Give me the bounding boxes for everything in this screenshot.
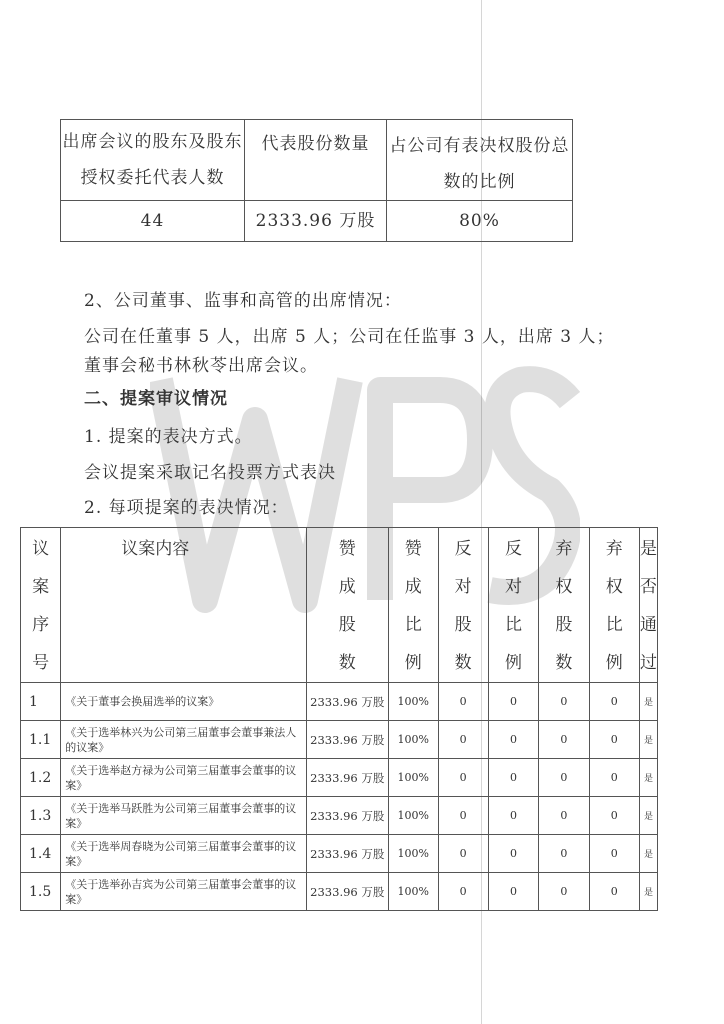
yes-ratio: 100% — [388, 683, 438, 721]
abstain-ratio: 0 — [589, 873, 639, 911]
yes-ratio: 100% — [388, 797, 438, 835]
no-shares: 0 — [438, 759, 488, 797]
section-two-item2: 2. 每项提案的表决情况： — [84, 498, 289, 518]
yes-shares: 2333.96 万股 — [306, 759, 388, 797]
passed: 是 — [640, 797, 658, 835]
attendance-header-ratio: 占公司有表决权股份总数的比例 — [387, 120, 573, 201]
section-2-line2: 董事会秘书林秋苓出席会议。 — [84, 356, 318, 376]
vote-table-body — [21, 683, 658, 911]
attendance-ratio: 80% — [387, 201, 573, 242]
attendance-count: 44 — [61, 201, 245, 242]
header-yes-shares: 赞 成 股 数 — [306, 528, 388, 683]
abstain-ratio: 0 — [589, 721, 639, 759]
abstain-shares: 0 — [539, 759, 589, 797]
table-row — [21, 683, 658, 721]
vote-header-row — [21, 528, 658, 683]
header-no-shares: 反 对 股 数 — [438, 528, 488, 683]
no-ratio: 0 — [488, 683, 538, 721]
section-two-item1: 1. 提案的表决方式。 — [84, 427, 253, 447]
abstain-ratio: 0 — [589, 797, 639, 835]
passed: 是 — [640, 683, 658, 721]
row-number: 1 — [21, 683, 61, 721]
abstain-shares: 0 — [539, 797, 589, 835]
no-ratio: 0 — [488, 835, 538, 873]
motion-title: 《关于选举马跃胜为公司第三届董事会董事的议案》 — [61, 797, 306, 835]
section-two-item1-text: 会议提案采取记名投票方式表决 — [84, 463, 336, 483]
no-shares: 0 — [438, 873, 488, 911]
no-shares: 0 — [438, 835, 488, 873]
yes-shares: 2333.96 万股 — [306, 873, 388, 911]
motion-title: 《关于选举林兴为公司第三届董事会董事兼法人的议案》 — [61, 721, 306, 759]
attendance-value-row — [61, 201, 573, 242]
abstain-ratio: 0 — [589, 835, 639, 873]
no-ratio: 0 — [488, 721, 538, 759]
passed: 是 — [640, 873, 658, 911]
no-shares: 0 — [438, 721, 488, 759]
no-ratio: 0 — [488, 759, 538, 797]
header-abstain-ratio: 弃 权 比 例 — [589, 528, 639, 683]
table-row — [21, 797, 658, 835]
row-number: 1.5 — [21, 873, 61, 911]
attendance-shares: 2333.96 万股 — [245, 201, 387, 242]
abstain-shares: 0 — [539, 721, 589, 759]
header-seq: 议 案 序 号 — [21, 528, 61, 683]
abstain-shares: 0 — [539, 835, 589, 873]
header-no-ratio: 反 对 比 例 — [488, 528, 538, 683]
header-yes-ratio: 赞 成 比 例 — [388, 528, 438, 683]
yes-ratio: 100% — [388, 873, 438, 911]
abstain-shares: 0 — [539, 873, 589, 911]
no-shares: 0 — [438, 683, 488, 721]
section-2-heading: 2、公司董事、监事和高管的出席情况： — [84, 291, 402, 311]
vote-table — [20, 527, 658, 911]
table-row — [21, 759, 658, 797]
table-row — [21, 835, 658, 873]
table-row — [21, 721, 658, 759]
header-content: 议案内容 — [61, 528, 306, 683]
section-two-heading: 二、提案审议情况 — [84, 389, 228, 409]
header-abstain-shares: 弃 权 股 数 — [539, 528, 589, 683]
yes-ratio: 100% — [388, 721, 438, 759]
attendance-header-shares: 代表股份数量 — [245, 120, 387, 201]
yes-shares: 2333.96 万股 — [306, 683, 388, 721]
header-passed: 是 否 通 过 — [640, 528, 658, 683]
row-number: 1.4 — [21, 835, 61, 873]
passed: 是 — [640, 759, 658, 797]
attendance-header-shareholders: 出席会议的股东及股东授权委托代表人数 — [61, 120, 245, 201]
motion-title: 《关于选举赵方禄为公司第三届董事会董事的议案》 — [61, 759, 306, 797]
row-number: 1.1 — [21, 721, 61, 759]
abstain-ratio: 0 — [589, 759, 639, 797]
no-ratio: 0 — [488, 873, 538, 911]
attendance-header-row — [61, 120, 573, 201]
motion-title: 《关于选举周春晓为公司第三届董事会董事的议案》 — [61, 835, 306, 873]
row-number: 1.2 — [21, 759, 61, 797]
yes-shares: 2333.96 万股 — [306, 835, 388, 873]
abstain-ratio: 0 — [589, 683, 639, 721]
no-shares: 0 — [438, 797, 488, 835]
attendance-table — [60, 119, 573, 242]
motion-title: 《关于选举孙吉宾为公司第三届董事会董事的议案》 — [61, 873, 306, 911]
passed: 是 — [640, 835, 658, 873]
no-ratio: 0 — [488, 797, 538, 835]
table-row — [21, 873, 658, 911]
yes-ratio: 100% — [388, 759, 438, 797]
abstain-shares: 0 — [539, 683, 589, 721]
yes-shares: 2333.96 万股 — [306, 721, 388, 759]
motion-title: 《关于董事会换届选举的议案》 — [61, 683, 306, 721]
section-2-line1: 公司在任董事 5 人，出席 5 人；公司在任监事 3 人，出席 3 人； — [84, 327, 615, 347]
passed: 是 — [640, 721, 658, 759]
yes-shares: 2333.96 万股 — [306, 797, 388, 835]
yes-ratio: 100% — [388, 835, 438, 873]
row-number: 1.3 — [21, 797, 61, 835]
